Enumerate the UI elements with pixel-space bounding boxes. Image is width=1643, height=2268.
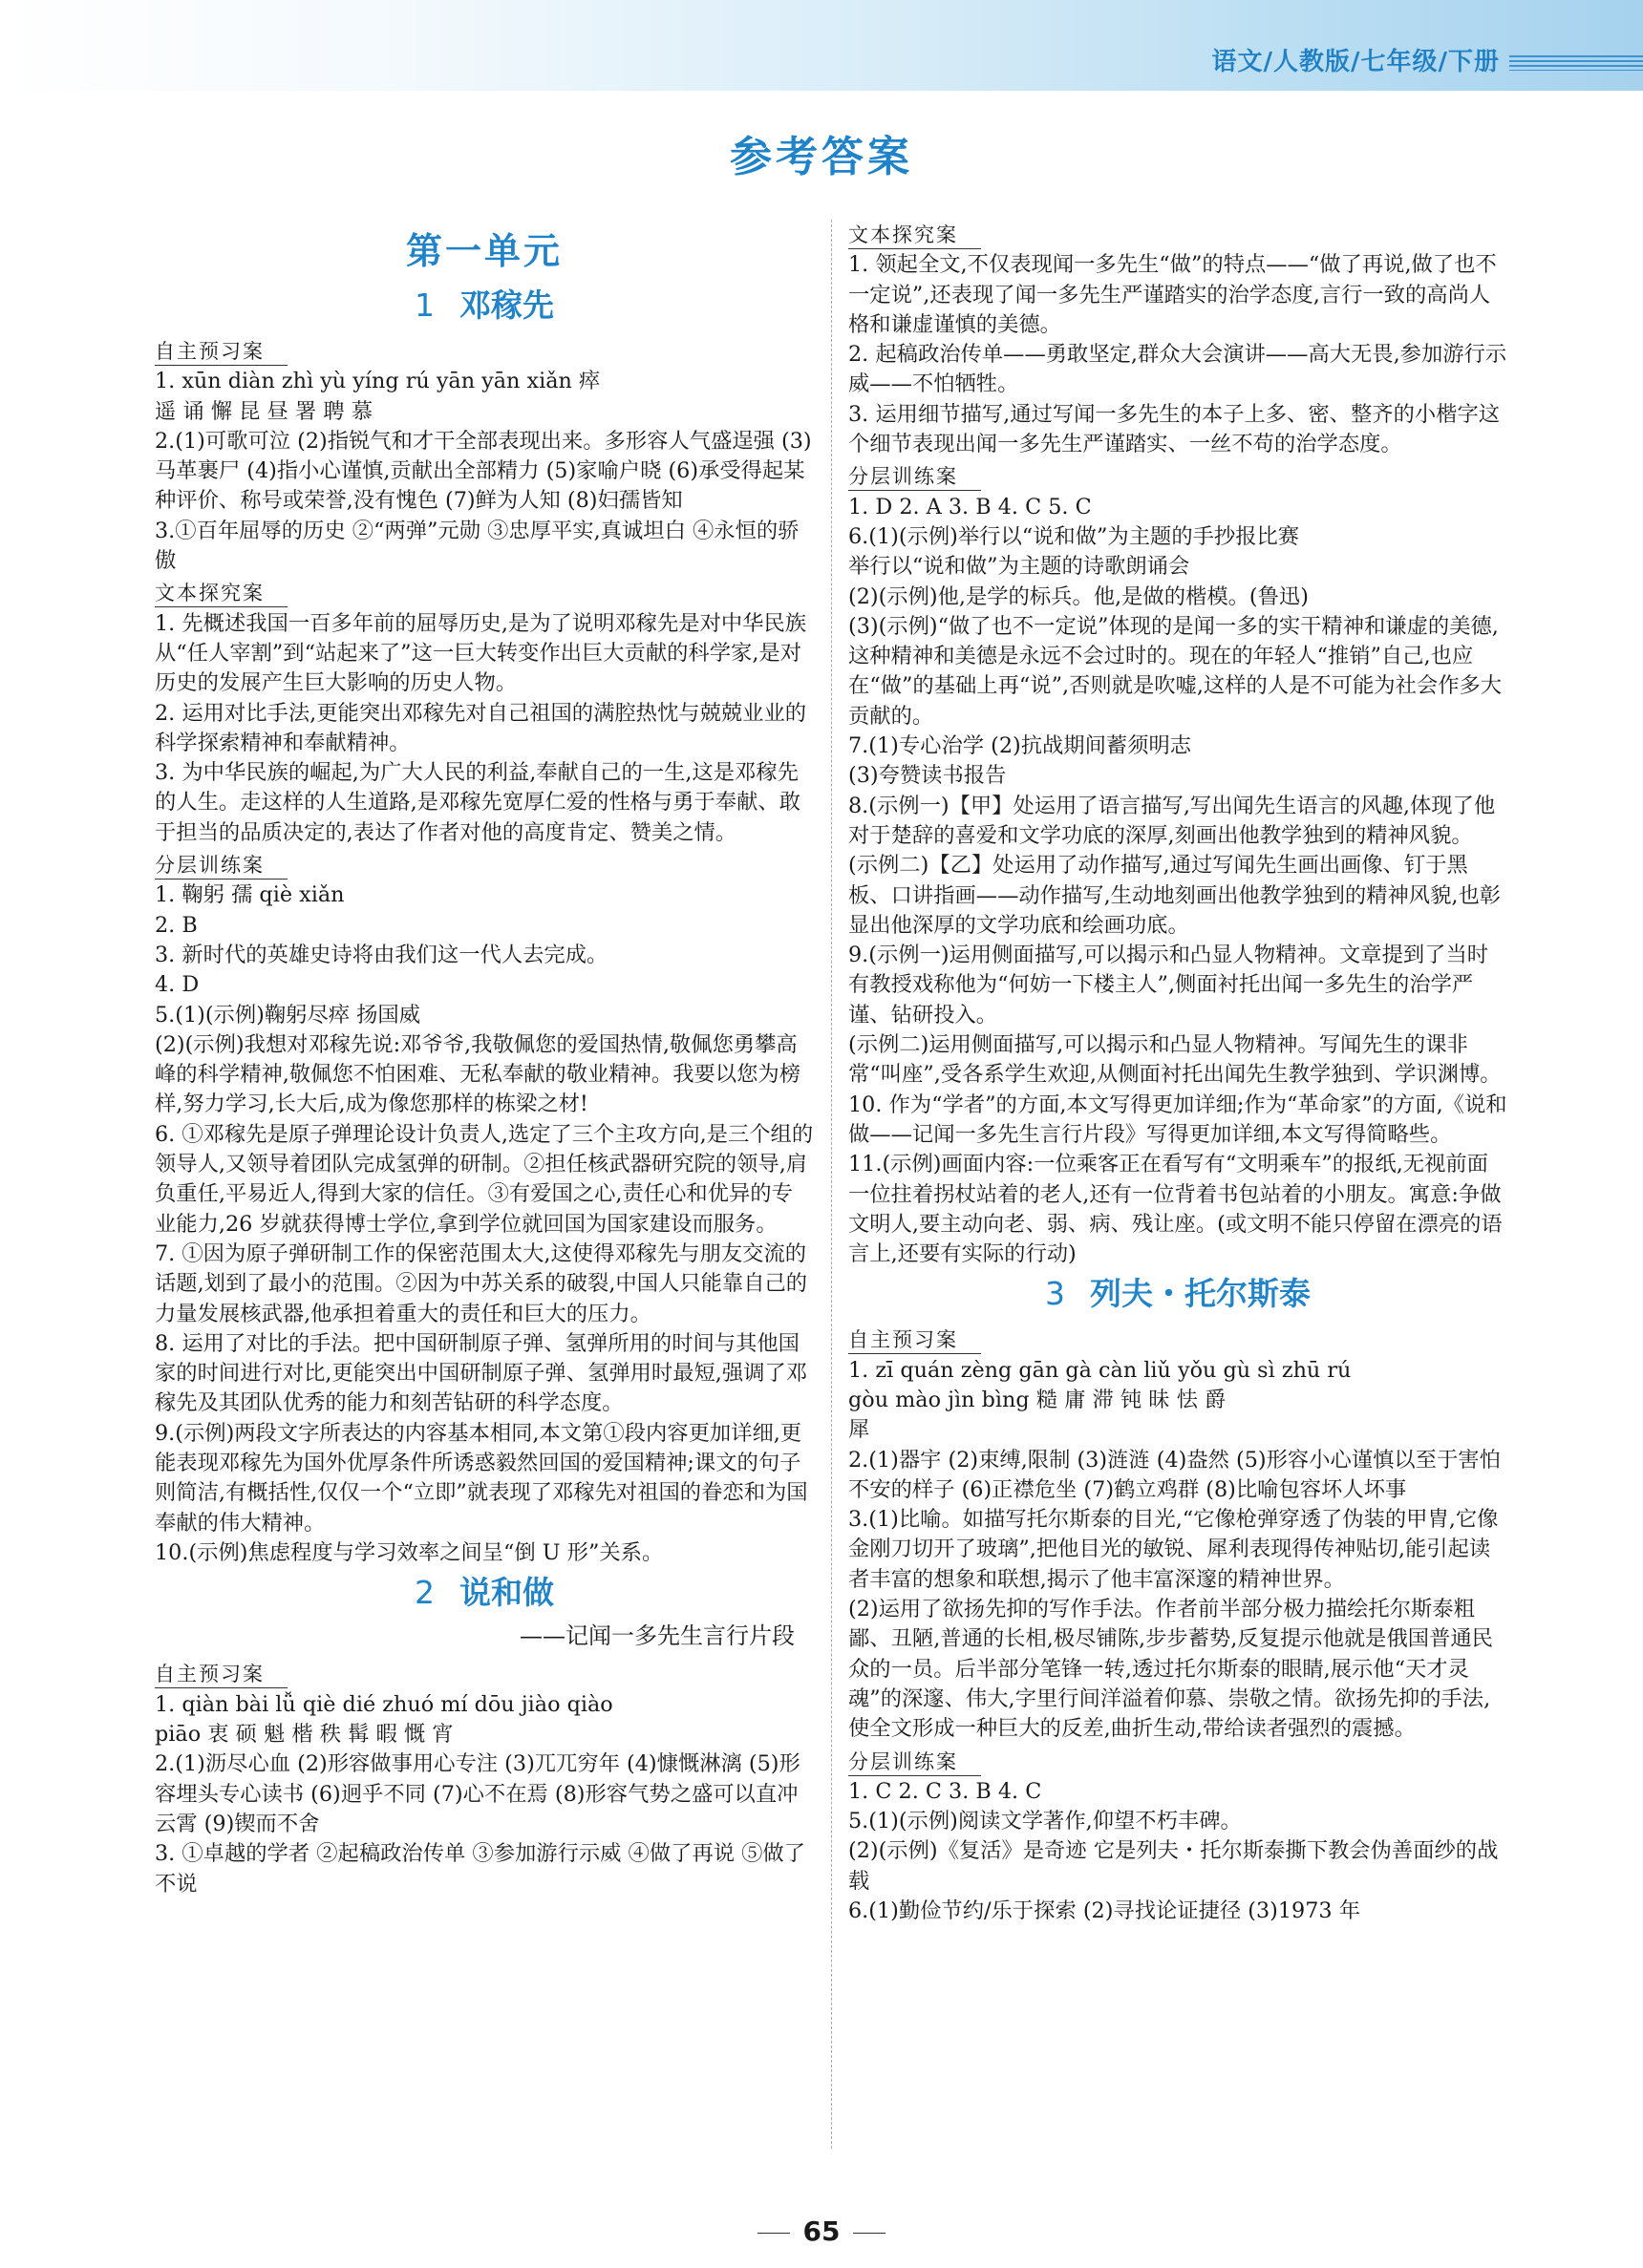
column-divider bbox=[831, 220, 832, 2149]
answer-list bbox=[155, 367, 814, 576]
lesson-2-title bbox=[155, 1572, 814, 1614]
answer-item: 9.(示例一)运用侧面描写,可以揭示和凸显人物精神。文章提到了当时有教授戏称他为“何妨一下楼主人”,侧面衬托出闻一多先生的治学严谨、钻研投入。 bbox=[848, 943, 1489, 1028]
lesson-3-title bbox=[848, 1273, 1507, 1315]
page-title: 参考答案 bbox=[730, 133, 913, 181]
section-heading: 文本探究案 bbox=[155, 580, 288, 607]
answer-item: 2. 运用对比手法,更能突出邓稼先对自己祖国的满腔热忱与兢兢业业的科学探索精神和奉献精神。 bbox=[155, 700, 807, 755]
answer-item: gòu mào jìn bìng 糙 庸 滞 钝 昧 怯 爵 bbox=[848, 1387, 1227, 1412]
answer-item: (3)夸赞读书报告 bbox=[848, 763, 1007, 789]
answer-item: 3.①百年屈辱的历史 ②“两弹”元勋 ③忠厚平实,真诚坦白 ④永恒的骄傲 bbox=[155, 518, 800, 574]
answer-item: 1. zī quán zèng gān gà càn liǔ yǒu gù sì zhū rú bbox=[848, 1357, 1352, 1383]
left-column bbox=[155, 218, 814, 1899]
answer-item: 2.(1)沥尽心血 (2)形容做事用心专注 (3)兀兀穷年 (4)慷慨淋漓 (5)形容埋头专心读书 (6)迥乎不同 (7)心不在焉 (8)形容气势之盛可以直冲云霄 (9)锲而不舍 bbox=[155, 1751, 800, 1836]
answer-item: 1. D 2. A 3. B 4. C 5. C bbox=[848, 494, 1092, 519]
answer-item: (2)(示例)《复活》是奇迹 它是列夫・托尔斯泰撕下教会伪善面纱的战载 bbox=[848, 1838, 1499, 1894]
answer-item: 3.(1)比喻。如描写托尔斯泰的目光,“它像枪弹穿透了伪装的甲胄,它像金刚刀切开了玻璃”,把他目光的敏锐、犀利表现得传神贴切,能引起读者丰富的想象和联想,揭示了他丰富深邃的精神世界。 bbox=[848, 1507, 1499, 1592]
section-heading: 分层训练案 bbox=[155, 852, 288, 880]
answer-item: (2)运用了欲扬先抑的写作手法。作者前半部分极力描绘托尔斯泰粗鄙、丑陋,普通的长相,极尽铺陈,步步蓄势,反复提示他就是俄国普通民众的一员。后半部分笔锋一转,透过托尔斯泰的眼睛,展示他“天才灵魂”的深邃、伟大,字里行间洋溢着仰慕、崇敬之情。欲扬先抑的手法,使全文形成一种巨大的反差,曲折生动,带给读者强烈的震撼。 bbox=[848, 1597, 1493, 1742]
lesson-subtitle: ——记闻一多先生言行片段 bbox=[520, 1622, 795, 1650]
answer-item: 4. D bbox=[155, 972, 200, 998]
lesson-name: 列夫・托尔斯泰 bbox=[1090, 1275, 1311, 1313]
section-heading: 自主预习案 bbox=[155, 338, 288, 366]
lesson-number: 3 bbox=[1045, 1275, 1065, 1313]
answer-item: 3. 新时代的英雄史诗将由我们这一代人去完成。 bbox=[155, 942, 608, 967]
section-heading: 文本探究案 bbox=[848, 222, 981, 249]
answer-item: 2.(1)器宇 (2)束缚,限制 (3)涟涟 (4)盎然 (5)形容小心谨慎以至于害怕不安的样子 (6)正襟危坐 (7)鹤立鸡群 (8)比喻包容坏人坏事 bbox=[848, 1447, 1501, 1502]
answer-item: 2.(1)可歌可泣 (2)指锐气和才干全部表现出来。多形容人气盛逞强 (3)马革裹尸 (4)指小心谨慎,贡献出全部精力 (5)家喻户晓 (6)承受得起某种评价、称号或荣誉,没有愧色 (7)鲜为人知 (8)妇孺皆知 bbox=[155, 428, 812, 514]
answer-item: 3. ①卓越的学者 ②起稿政治传单 ③参加游行示威 ④做了再说 ⑤做了不说 bbox=[155, 1841, 806, 1897]
answer-list bbox=[848, 493, 1507, 1270]
section-heading: 自主预习案 bbox=[848, 1326, 981, 1354]
answer-item: 7. ①因为原子弹研制工作的保密范围太大,这使得邓稼先与朋友交流的话题,划到了最小的范围。②因为中苏关系的破裂,中国人只能靠自己的力量发展核武器,他承担着重大的责任和巨大的压力。 bbox=[155, 1240, 808, 1326]
answer-item: 8.(示例一)【甲】处运用了语言描写,写出闻先生语言的风趣,体现了他对于楚辞的喜爱和文学功底的深厚,刻画出他教学独到的精神风貌。 bbox=[848, 793, 1496, 848]
answer-item: 3. 运用细节描写,通过写闻一多先生的本子上多、密、整齐的小楷字这个细节表现出闻一多先生严谨踏实、一丝不苟的治学态度。 bbox=[848, 401, 1501, 457]
answer-item: 5.(1)(示例)阅读文学著作,仰望不朽丰碑。 bbox=[848, 1809, 1242, 1834]
right-column bbox=[848, 218, 1507, 1926]
answer-item: 6.(1)勤俭节约/乐于探索 (2)寻找论证捷径 (3)1973 年 bbox=[848, 1898, 1360, 1924]
answer-list bbox=[155, 609, 814, 848]
header-decoration bbox=[1509, 55, 1643, 71]
lesson-number: 1 bbox=[415, 286, 435, 324]
answer-item: 1. qiàn bài lǚ qiè dié zhuó mí dōu jiào qiào bbox=[155, 1691, 613, 1717]
answer-item: 1. 先概述我国一百多年前的屈辱历史,是为了说明邓稼先是对中华民族从“任人宰割”到“站起来了”这一巨大转变作出巨大贡献的科学家,是对历史的发展产生巨大影响的历史人物。 bbox=[155, 610, 807, 696]
section-heading: 分层训练案 bbox=[848, 463, 981, 491]
answer-list bbox=[848, 250, 1507, 459]
page-number: 65 bbox=[0, 2215, 1643, 2247]
answer-item: 6. ①邓稼先是原子弹理论设计负责人,选定了三个主攻方向,是三个组的领导人,又领导着团队完成氢弹的研制。②担任核武器研究院的领导,肩负重任,平易近人,得到大家的信任。③有爱国之心,责任心和优异的专业能力,26 岁就获得博士学位,拿到学位就回国为国家建设而服务。 bbox=[155, 1121, 814, 1237]
answer-item: (示例二)运用侧面描写,可以揭示和凸显人物精神。写闻先生的课非常“叫座”,受各系学生欢迎,从侧面衬托出闻先生教学独到、学识渊博。 bbox=[848, 1032, 1502, 1088]
unit-title: 第一单元 bbox=[405, 230, 563, 272]
answer-item: (2)(示例)他,是学的标兵。他,是做的楷模。(鲁迅) bbox=[848, 583, 1309, 609]
answer-item: 2. 起稿政治传单——勇敢坚定,群众大会演讲——高大无畏,参加游行示威——不怕牺牲。 bbox=[848, 342, 1507, 397]
answer-item: (2)(示例)我想对邓稼先说:邓爷爷,我敬佩您的爱国热情,敬佩您勇攀高峰的科学精神,敬佩您不怕困难、无私奉献的敬业精神。我要以您为榜样,努力学习,长大后,成为像您那样的栋梁之材! bbox=[155, 1031, 800, 1117]
lesson-name: 说和做 bbox=[459, 1574, 554, 1612]
answer-item: 7.(1)专心治学 (2)抗战期间蓄须明志 bbox=[848, 733, 1192, 759]
answer-item: 遥 诵 懈 昆 昼 署 聘 慕 bbox=[155, 398, 373, 424]
answer-item: 3. 为中华民族的崛起,为广大人民的利益,奉献自己的一生,这是邓稼先的人生。走这样的人生道路,是邓稼先宽厚仁爱的性格与勇于奉献、敢于担当的品质决定的,表达了作者对他的高度肯定、赞美之情。 bbox=[155, 760, 800, 845]
series-label: 语文/人教版/七年级/下册 bbox=[1211, 48, 1500, 76]
answer-item: 1. 鞠躬 孺 qiè xiǎn bbox=[155, 882, 345, 908]
answer-item: 1. C 2. C 3. B 4. C bbox=[848, 1778, 1042, 1804]
answer-item: 犀 bbox=[848, 1417, 870, 1443]
answer-item: 11.(示例)画面内容:一位乘客正在看写有“文明乘车”的报纸,无视前面一位拄着拐杖站着的老人,还有一位背着书包站着的小朋友。寓意:争做文明人,要主动向老、弱、病、残让座。(或文明不能只停留在漂亮的语言上,还要有实际的行动) bbox=[848, 1152, 1503, 1267]
lesson-number: 2 bbox=[415, 1574, 435, 1612]
lesson-name: 邓稼先 bbox=[459, 286, 554, 324]
section-heading: 自主预习案 bbox=[155, 1661, 288, 1688]
answer-list bbox=[848, 1356, 1507, 1745]
lesson-1-title bbox=[155, 285, 814, 327]
answer-item: 9.(示例)两段文字所表达的内容基本相同,本文第①段内容更加详细,更能表现邓稼先为国外优厚条件所诱惑毅然回国的爱国精神;课文的句子则简洁,有概括性,仅仅一个“立即”就表现了邓稼先对祖国的眷恋和为国奉献的伟大精神。 bbox=[155, 1420, 808, 1536]
section-heading: 分层训练案 bbox=[848, 1749, 981, 1776]
answer-item: 1. xūn diàn zhì yù yíng rú yān yān xiǎn 瘁 bbox=[155, 369, 601, 394]
answer-list bbox=[155, 880, 814, 1568]
answer-item: (3)(示例)“做了也不一定说”体现的是闻一多的实干精神和谦虚的美德,这种精神和美德是永远不会过时的。现在的年轻人“推销”自己,也应在“做”的基础上再“说”,否则就是吹嘘,这样的人是不可能为社会作多大贡献的。 bbox=[848, 613, 1503, 729]
answer-list bbox=[848, 1777, 1507, 1926]
answer-list bbox=[155, 1690, 814, 1899]
answer-item: 10.(示例)焦虑程度与学习效率之间呈“倒 U 形”关系。 bbox=[155, 1539, 664, 1565]
answer-item: 8. 运用了对比的手法。把中国研制原子弹、氢弹所用的时间与其他国家的时间进行对比,更能突出中国研制原子弹、氢弹用时最短,强调了邓稼先及其团队优秀的能力和刻苦钻研的科学态度。 bbox=[155, 1330, 808, 1416]
answer-item: 10. 作为“学者”的方面,本文写得更加详细;作为“革命家”的方面,《说和做——记闻一多先生言行片段》写得更加详细,本文写得简略些。 bbox=[848, 1092, 1507, 1147]
answer-item: 举行以“说和做”为主题的诗歌朗诵会 bbox=[848, 554, 1190, 580]
answer-item: (示例二)【乙】处运用了动作描写,通过写闻先生画出画像、钉于黑板、口讲指画——动作描写,生动地刻画出他教学独到的精神风貌,也彰显出他深厚的文学功底和绘画功底。 bbox=[848, 853, 1502, 938]
answer-item: piāo 衷 硕 魁 楷 秩 髯 暇 慨 宵 bbox=[155, 1722, 454, 1748]
answer-item: 2. B bbox=[155, 912, 198, 938]
answer-item: 1. 领起全文,不仅表现闻一多先生“做”的特点——“做了再说,做了也不一定说”,还表现了闻一多先生严谨踏实的治学态度,言行一致的高尚人格和谦虚谨慎的美德。 bbox=[848, 252, 1497, 337]
answer-item: 5.(1)(示例)鞠躬尽瘁 扬国威 bbox=[155, 1002, 421, 1028]
answer-item: 6.(1)(示例)举行以“说和做”为主题的手抄报比赛 bbox=[848, 523, 1300, 549]
